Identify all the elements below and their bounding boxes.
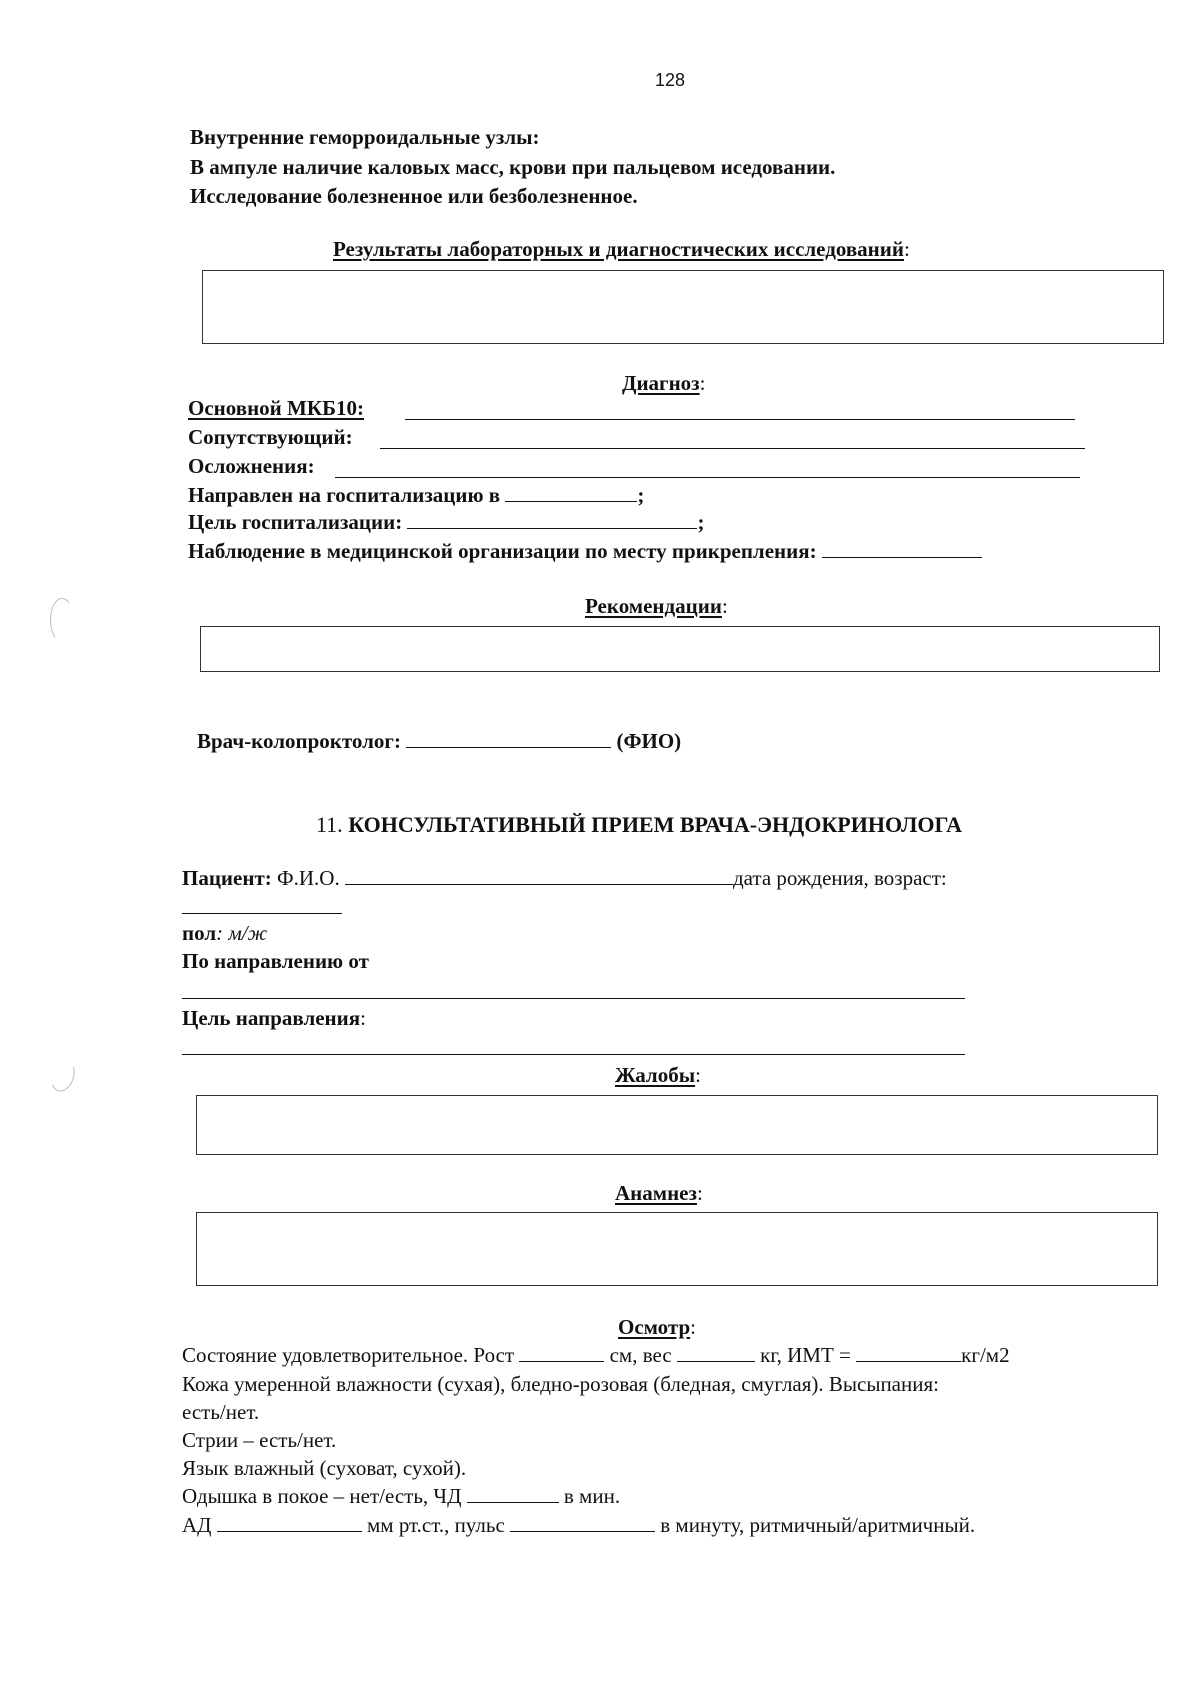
scan-mark-1: [50, 598, 74, 642]
concomitant-label: Сопутствующий:: [188, 425, 353, 449]
hosp-referred-label: [188, 483, 644, 508]
complaints-heading: [615, 1063, 701, 1088]
exam-bmi-unit: кг/м2: [961, 1343, 1010, 1367]
exam-line-4: Стрии – есть/нет.: [182, 1428, 337, 1452]
exam-heading-text: Осмотр: [618, 1315, 691, 1339]
patient-dob-field[interactable]: [182, 913, 342, 914]
scan-mark-2: [47, 1057, 79, 1095]
complications-field[interactable]: [335, 477, 1080, 478]
results-heading: [333, 237, 910, 262]
complaints-heading-text: Жалобы: [615, 1063, 696, 1087]
bmi-field[interactable]: [856, 1343, 961, 1362]
hosp-goal-label: [188, 510, 704, 535]
hosp-referred-text: Направлен на госпитализацию в: [188, 483, 501, 507]
recommendations-field[interactable]: [200, 626, 1160, 672]
patient-line: [182, 866, 947, 891]
sex-value: : м/ж: [216, 921, 268, 945]
observation-label: [188, 539, 982, 564]
exam-dyspnea: Одышка в покое – нет/есть, ЧД: [182, 1484, 462, 1508]
diagnosis-heading-text: Диагноз: [622, 371, 700, 395]
recommendations-heading: [585, 594, 728, 619]
exam-cm-weight: см, вес: [609, 1343, 672, 1367]
complaints-field[interactable]: [196, 1095, 1158, 1155]
section-number: 11.: [316, 812, 343, 837]
exam-bp: АД: [182, 1513, 212, 1537]
exam-pulse-unit: в минуту, ритмичный/аритмичный.: [660, 1513, 976, 1537]
goal-label: Цель направления: [182, 1006, 361, 1030]
exam-kg-bmi: кг, ИМТ =: [760, 1343, 851, 1367]
goal-field[interactable]: [182, 1054, 965, 1055]
height-field[interactable]: [519, 1343, 604, 1362]
recommendations-heading-colon: :: [721, 594, 728, 618]
diagnosis-heading-colon: :: [699, 371, 706, 395]
main-diagnosis-field[interactable]: [405, 419, 1075, 420]
complications-label: Осложнения:: [188, 454, 315, 478]
top-line-2: В ампуле наличие каловых масс, крови при пальцевом иседовании.: [190, 155, 836, 179]
exam-line-5: Язык влажный (суховат, сухой).: [182, 1456, 467, 1480]
results-heading-colon: :: [903, 237, 910, 261]
anamnesis-heading-colon: :: [696, 1181, 703, 1205]
exam-line-6: [182, 1484, 620, 1509]
top-line-1: Внутренние геморроидальные узлы:: [190, 125, 540, 149]
section-title: [316, 812, 962, 838]
exam-heading: [618, 1315, 696, 1340]
exam-state: Состояние удовлетворительное. Рост: [182, 1343, 515, 1367]
diagnosis-heading: [622, 371, 705, 396]
top-line-3: Исследование болезненное или безболезненное.: [190, 184, 638, 208]
pulse-field[interactable]: [510, 1513, 655, 1532]
hosp-referred-semicolon: ;: [637, 483, 645, 507]
bp-field[interactable]: [217, 1513, 362, 1532]
recommendations-heading-text: Рекомендации: [585, 594, 722, 618]
exam-line-7: [182, 1513, 975, 1538]
main-diagnosis-label: Основной МКБ10:: [188, 396, 364, 420]
observation-text: Наблюдение в медицинской организации по месту прикрепления:: [188, 539, 817, 563]
observation-field[interactable]: [822, 539, 982, 558]
hosp-referred-field[interactable]: [505, 483, 637, 502]
hosp-goal-semicolon: ;: [697, 510, 705, 534]
results-field[interactable]: [202, 270, 1164, 344]
doctor-label: Врач-колопроктолог:: [197, 729, 401, 753]
goal-line: [182, 1006, 366, 1031]
referral-field[interactable]: [182, 998, 965, 999]
patient-label: Пациент:: [182, 866, 272, 890]
exam-bp-unit-pulse: мм рт.ст., пульс: [367, 1513, 505, 1537]
section-title-text: КОНСУЛЬТАТИВНЫЙ ПРИЕМ ВРАЧА-ЭНДОКРИНОЛОГА: [348, 812, 962, 837]
page-number: 128: [655, 70, 686, 90]
patient-fio-field[interactable]: [345, 866, 733, 885]
sex-line: [182, 921, 267, 946]
patient-fio: Ф.И.О.: [277, 866, 340, 890]
referral-label: По направлению от: [182, 949, 369, 973]
goal-colon: :: [360, 1006, 366, 1030]
anamnesis-heading: [615, 1181, 703, 1206]
resp-rate-field[interactable]: [467, 1484, 559, 1503]
doctor-fio: (ФИО): [616, 729, 682, 753]
exam-per-min: в мин.: [563, 1484, 621, 1508]
exam-line-2: Кожа умеренной влажности (сухая), бледно-розовая (бледная, смуглая). Высыпания:: [182, 1372, 939, 1396]
hosp-goal-field[interactable]: [407, 510, 697, 529]
exam-line-1: [182, 1343, 1010, 1368]
doctor-line: [197, 729, 681, 754]
hosp-goal-text: Цель госпитализации:: [188, 510, 403, 534]
weight-field[interactable]: [677, 1343, 755, 1362]
patient-dob: дата рождения, возраст:: [732, 866, 947, 890]
anamnesis-field[interactable]: [196, 1212, 1158, 1286]
anamnesis-heading-text: Анамнез: [615, 1181, 697, 1205]
concomitant-field[interactable]: [380, 448, 1085, 449]
results-heading-text: Результаты лабораторных и диагностических исследований: [333, 237, 904, 261]
sex-label: пол: [182, 921, 217, 945]
complaints-heading-colon: :: [695, 1063, 701, 1087]
exam-line-3: есть/нет.: [182, 1400, 260, 1424]
exam-heading-colon: :: [690, 1315, 697, 1339]
doctor-field[interactable]: [406, 729, 611, 748]
